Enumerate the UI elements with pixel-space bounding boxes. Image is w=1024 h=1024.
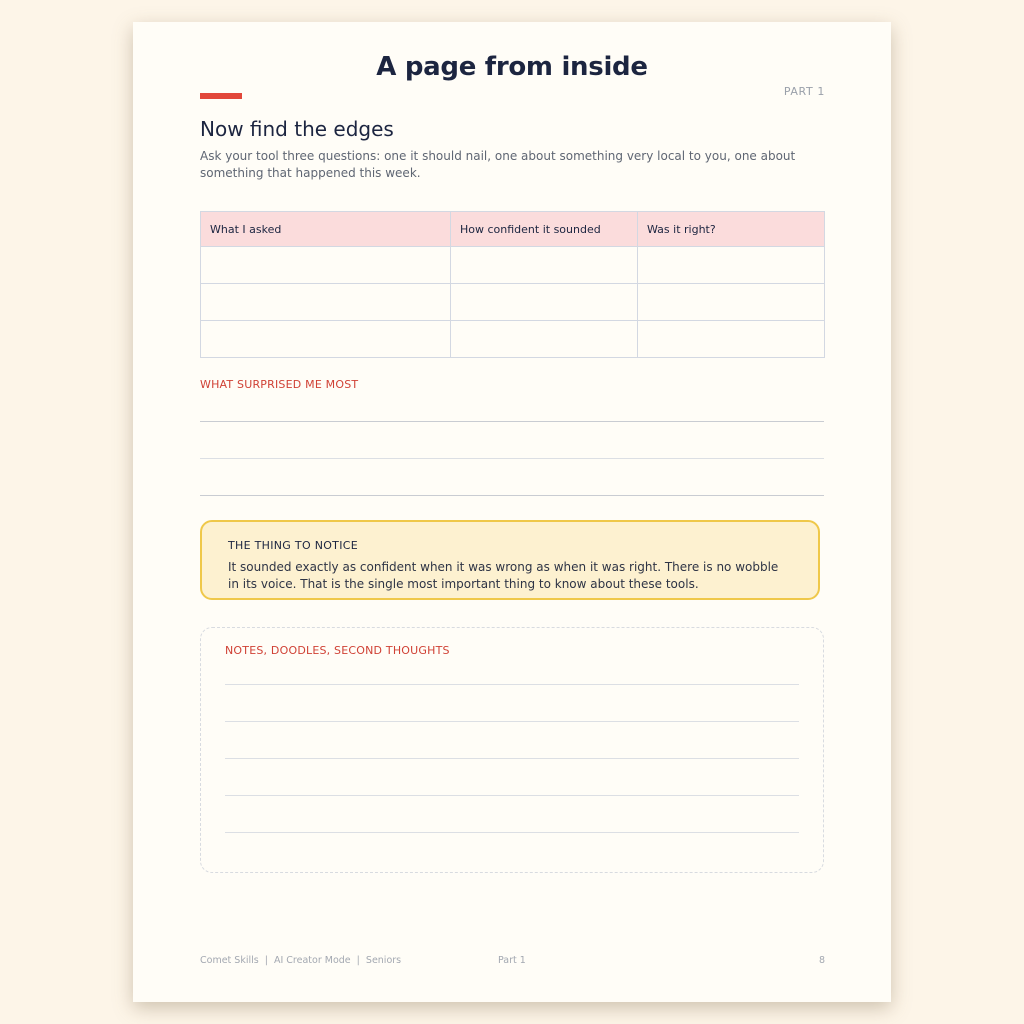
notes-label: NOTES, DOODLES, SECOND THOUGHTS xyxy=(225,644,450,657)
writing-line[interactable] xyxy=(225,684,799,685)
table-cell[interactable] xyxy=(638,321,825,358)
accent-bar xyxy=(200,93,242,99)
notice-title: THE THING TO NOTICE xyxy=(228,539,358,552)
table-cell[interactable] xyxy=(638,247,825,284)
column-header-confidence: How confident it sounded xyxy=(451,212,638,247)
table-cell[interactable] xyxy=(451,247,638,284)
table-row xyxy=(201,284,825,321)
table-row xyxy=(201,247,825,284)
notice-body: It sounded exactly as confident when it was wrong as when it was right. There is no wobble in its voice. That is the single most important thing to know about these tools. xyxy=(228,560,779,591)
notice-callout xyxy=(200,520,820,600)
surprise-label: WHAT SURPRISED ME MOST xyxy=(200,378,359,391)
table-cell[interactable] xyxy=(638,284,825,321)
section-heading: Now find the edges xyxy=(200,117,394,141)
column-header-was-right: Was it right? xyxy=(638,212,825,247)
worksheet-page xyxy=(133,22,891,1002)
table-header-row xyxy=(201,212,825,247)
table-cell[interactable] xyxy=(201,247,451,284)
table-cell[interactable] xyxy=(451,321,638,358)
table-cell[interactable] xyxy=(201,321,451,358)
table-cell[interactable] xyxy=(201,284,451,321)
page-title: A page from inside xyxy=(376,52,648,82)
writing-line[interactable] xyxy=(200,458,824,459)
question-log-table xyxy=(200,211,825,358)
footer-part: Part 1 xyxy=(498,955,526,966)
writing-line[interactable] xyxy=(200,495,824,496)
table-row xyxy=(201,321,825,358)
intro-text: Ask your tool three questions: one it should nail, one about something very local to you, one about something that happened this week. xyxy=(200,149,796,180)
footer-course-info: Comet Skills | AI Creator Mode | Seniors xyxy=(200,955,402,966)
table-cell[interactable] xyxy=(451,284,638,321)
footer-page-number: 8 xyxy=(818,955,825,966)
writing-line[interactable] xyxy=(225,721,799,722)
part-label: PART 1 xyxy=(783,85,825,98)
writing-line[interactable] xyxy=(200,421,824,422)
column-header-what-asked: What I asked xyxy=(201,212,451,247)
notes-box xyxy=(200,627,824,873)
writing-line[interactable] xyxy=(225,832,799,833)
writing-line[interactable] xyxy=(225,758,799,759)
writing-line[interactable] xyxy=(225,795,799,796)
